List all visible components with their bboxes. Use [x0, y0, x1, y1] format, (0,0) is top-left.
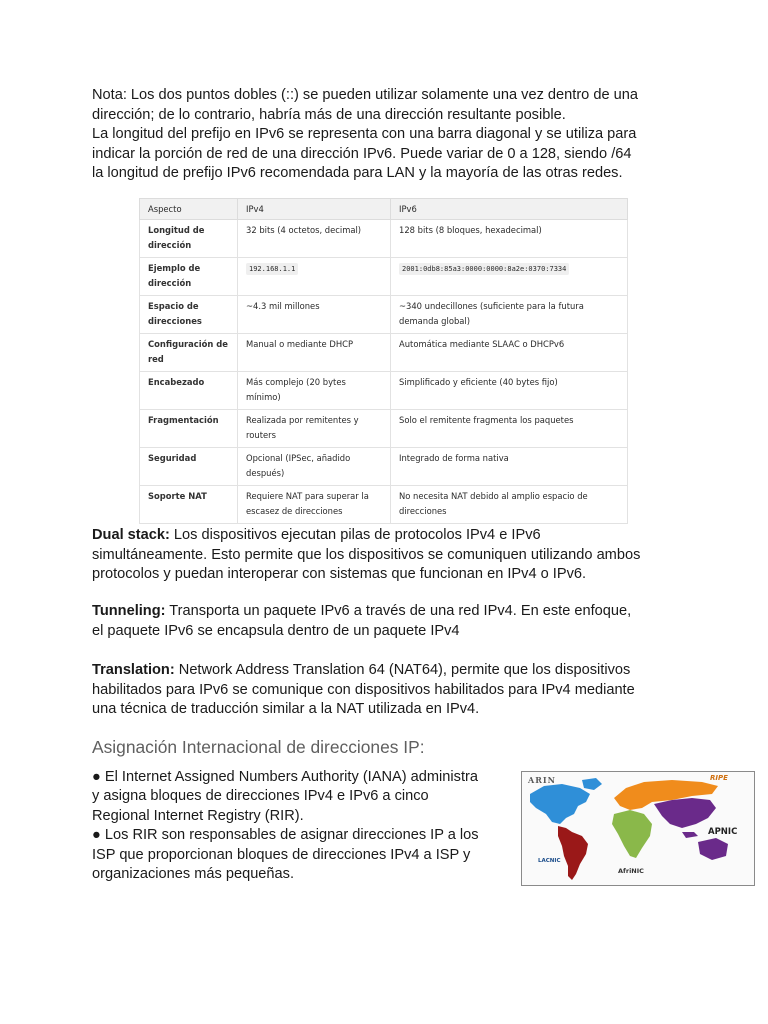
table-row: [140, 486, 628, 524]
table-cell-ipv6: Automática mediante SLAAC o DHCPv6: [391, 334, 628, 372]
translation-paragraph: [92, 661, 674, 720]
dual-stack-paragraph: [92, 526, 674, 585]
table-cell-aspect: Seguridad: [140, 448, 238, 486]
table-cell-ipv6: Simplificado y eficiente (40 bytes fijo): [391, 372, 628, 410]
bullet-line: ● Los RIR son responsables de asignar direcciones IP a los: [92, 827, 479, 844]
translation-text: Network Address Translation 64 (NAT64), permite que los dispositivos: [174, 662, 631, 678]
table-cell-ipv6: Solo el remitente fragmenta los paquetes: [391, 410, 628, 448]
translation-term: Translation:: [92, 662, 175, 678]
note-line: La longitud del prefijo en IPv6 se representa con una barra diagonal y se utiliza para: [92, 126, 637, 143]
dual-stack-line: simultáneamente. Esto permite que los dispositivos se comuniquen utilizando ambos: [92, 546, 641, 563]
table-header: IPv6: [391, 199, 628, 220]
dual-stack-line: protocolos y puedan interoperar con sistemas que funcionan en IPv4 o IPv6.: [92, 566, 587, 583]
table-cell-ipv4: 32 bits (4 octetos, decimal): [238, 220, 391, 258]
greenland: [582, 778, 602, 790]
table-cell-aspect: Longitud de dirección: [140, 220, 238, 258]
australia: [698, 838, 728, 860]
table-row: [140, 258, 628, 296]
afrinic-region: [612, 810, 652, 858]
table-cell-ipv4: Manual o mediante DHCP: [238, 334, 391, 372]
bullet-line: organizaciones más pequeñas.: [92, 866, 295, 883]
note-line: Nota: Los dos puntos dobles (::) se pueden utilizar solamente una vez dentro de una: [92, 87, 638, 103]
table-cell-aspect: Fragmentación: [140, 410, 238, 448]
tunneling-term: Tunneling:: [92, 603, 166, 619]
bullet-line: ● El Internet Assigned Numbers Authority (IANA) administra: [92, 769, 478, 785]
table-cell-aspect: Espacio de direcciones: [140, 296, 238, 334]
apnic-label: APNIC: [708, 827, 738, 837]
table-row: [140, 372, 628, 410]
translation-line: una técnica de traducción similar a la NAT utilizada en IPv4.: [92, 701, 480, 718]
rir-world-map: [521, 771, 755, 886]
section-heading: Asignación Internacional de direcciones IP:: [92, 737, 425, 757]
table-cell-ipv6: [391, 258, 628, 296]
lacnic-label: LACNIC: [538, 858, 561, 864]
table-cell-aspect: Ejemplo de dirección: [140, 258, 238, 296]
afrinic-label: AfriNIC: [618, 867, 644, 875]
bullet-line: Regional Internet Registry (RIR).: [92, 807, 304, 824]
table-header: IPv4: [238, 199, 391, 220]
ipv4-example-code: 192.168.1.1: [246, 263, 298, 275]
table-cell-aspect: Configuración de red: [140, 334, 238, 372]
tunneling-line: el paquete IPv6 se encapsula dentro de un paquete IPv4: [92, 622, 460, 639]
ipv6-example-code: 2001:0db8:85a3:0000:0000:8a2e:0370:7334: [399, 263, 569, 275]
table-cell-aspect: Soporte NAT: [140, 486, 238, 524]
lacnic-region: [558, 826, 588, 880]
arin-region: [530, 784, 590, 824]
translation-line: habilitados para IPv6 se comunique con dispositivos habilitados para IPv4 mediante: [92, 681, 635, 698]
ipv4-ipv6-comparison-table: [139, 198, 628, 524]
table-cell-ipv4: ~4.3 mil millones: [238, 296, 391, 334]
table-cell-aspect: Encabezado: [140, 372, 238, 410]
table-cell-ipv6: ~340 undecillones (suficiente para la futura demanda global): [391, 296, 628, 334]
table-header: Aspecto: [140, 199, 238, 220]
table-cell-ipv6: 128 bits (8 bloques, hexadecimal): [391, 220, 628, 258]
table-cell-ipv4: Más complejo (20 bytes mínimo): [238, 372, 391, 410]
tunneling-paragraph: [92, 602, 674, 641]
bullet-line: y asigna bloques de direcciones IPv4 e IPv6 a cinco: [92, 788, 429, 805]
table-row: [140, 410, 628, 448]
note-line: la longitud de prefijo IPv6 recomendada para LAN y la mayoría de las otras redes.: [92, 165, 623, 182]
note-line: indicar la porción de red de una dirección IPv6. Puede variar de 0 a 128, siendo /64: [92, 145, 632, 162]
tunneling-text: Transporta un paquete IPv6 a través de una red IPv4. En este enfoque,: [165, 603, 632, 619]
table-row: [140, 220, 628, 258]
table-row: [140, 296, 628, 334]
bullet-line: ISP que proporcionan bloques de direcciones IPv4 a ISP y: [92, 846, 471, 863]
table-row: [140, 334, 628, 372]
bullet-paragraph: [92, 768, 509, 884]
table-header-row: [140, 199, 628, 220]
table-cell-ipv6: No necesita NAT debido al amplio espacio de direcciones: [391, 486, 628, 524]
dual-stack-term: Dual stack:: [92, 527, 170, 543]
apnic-region: [654, 798, 716, 828]
indonesia: [682, 832, 698, 838]
ripe-label: RIPE: [710, 774, 728, 782]
dual-stack-text: Los dispositivos ejecutan pilas de protocolos IPv4 e IPv6: [169, 527, 541, 543]
table-cell-ipv4: Requiere NAT para superar la escasez de direcciones: [238, 486, 391, 524]
table-cell-ipv4: Opcional (IPSec, añadido después): [238, 448, 391, 486]
note-paragraph: [92, 86, 674, 184]
table-cell-ipv4: [238, 258, 391, 296]
table-row: [140, 448, 628, 486]
note-line: dirección; de lo contrario, habría más de una dirección resultante posible.: [92, 106, 566, 123]
arin-label: ARIN: [528, 775, 556, 785]
table-cell-ipv4: Realizada por remitentes y routers: [238, 410, 391, 448]
table-cell-ipv6: Integrado de forma nativa: [391, 448, 628, 486]
